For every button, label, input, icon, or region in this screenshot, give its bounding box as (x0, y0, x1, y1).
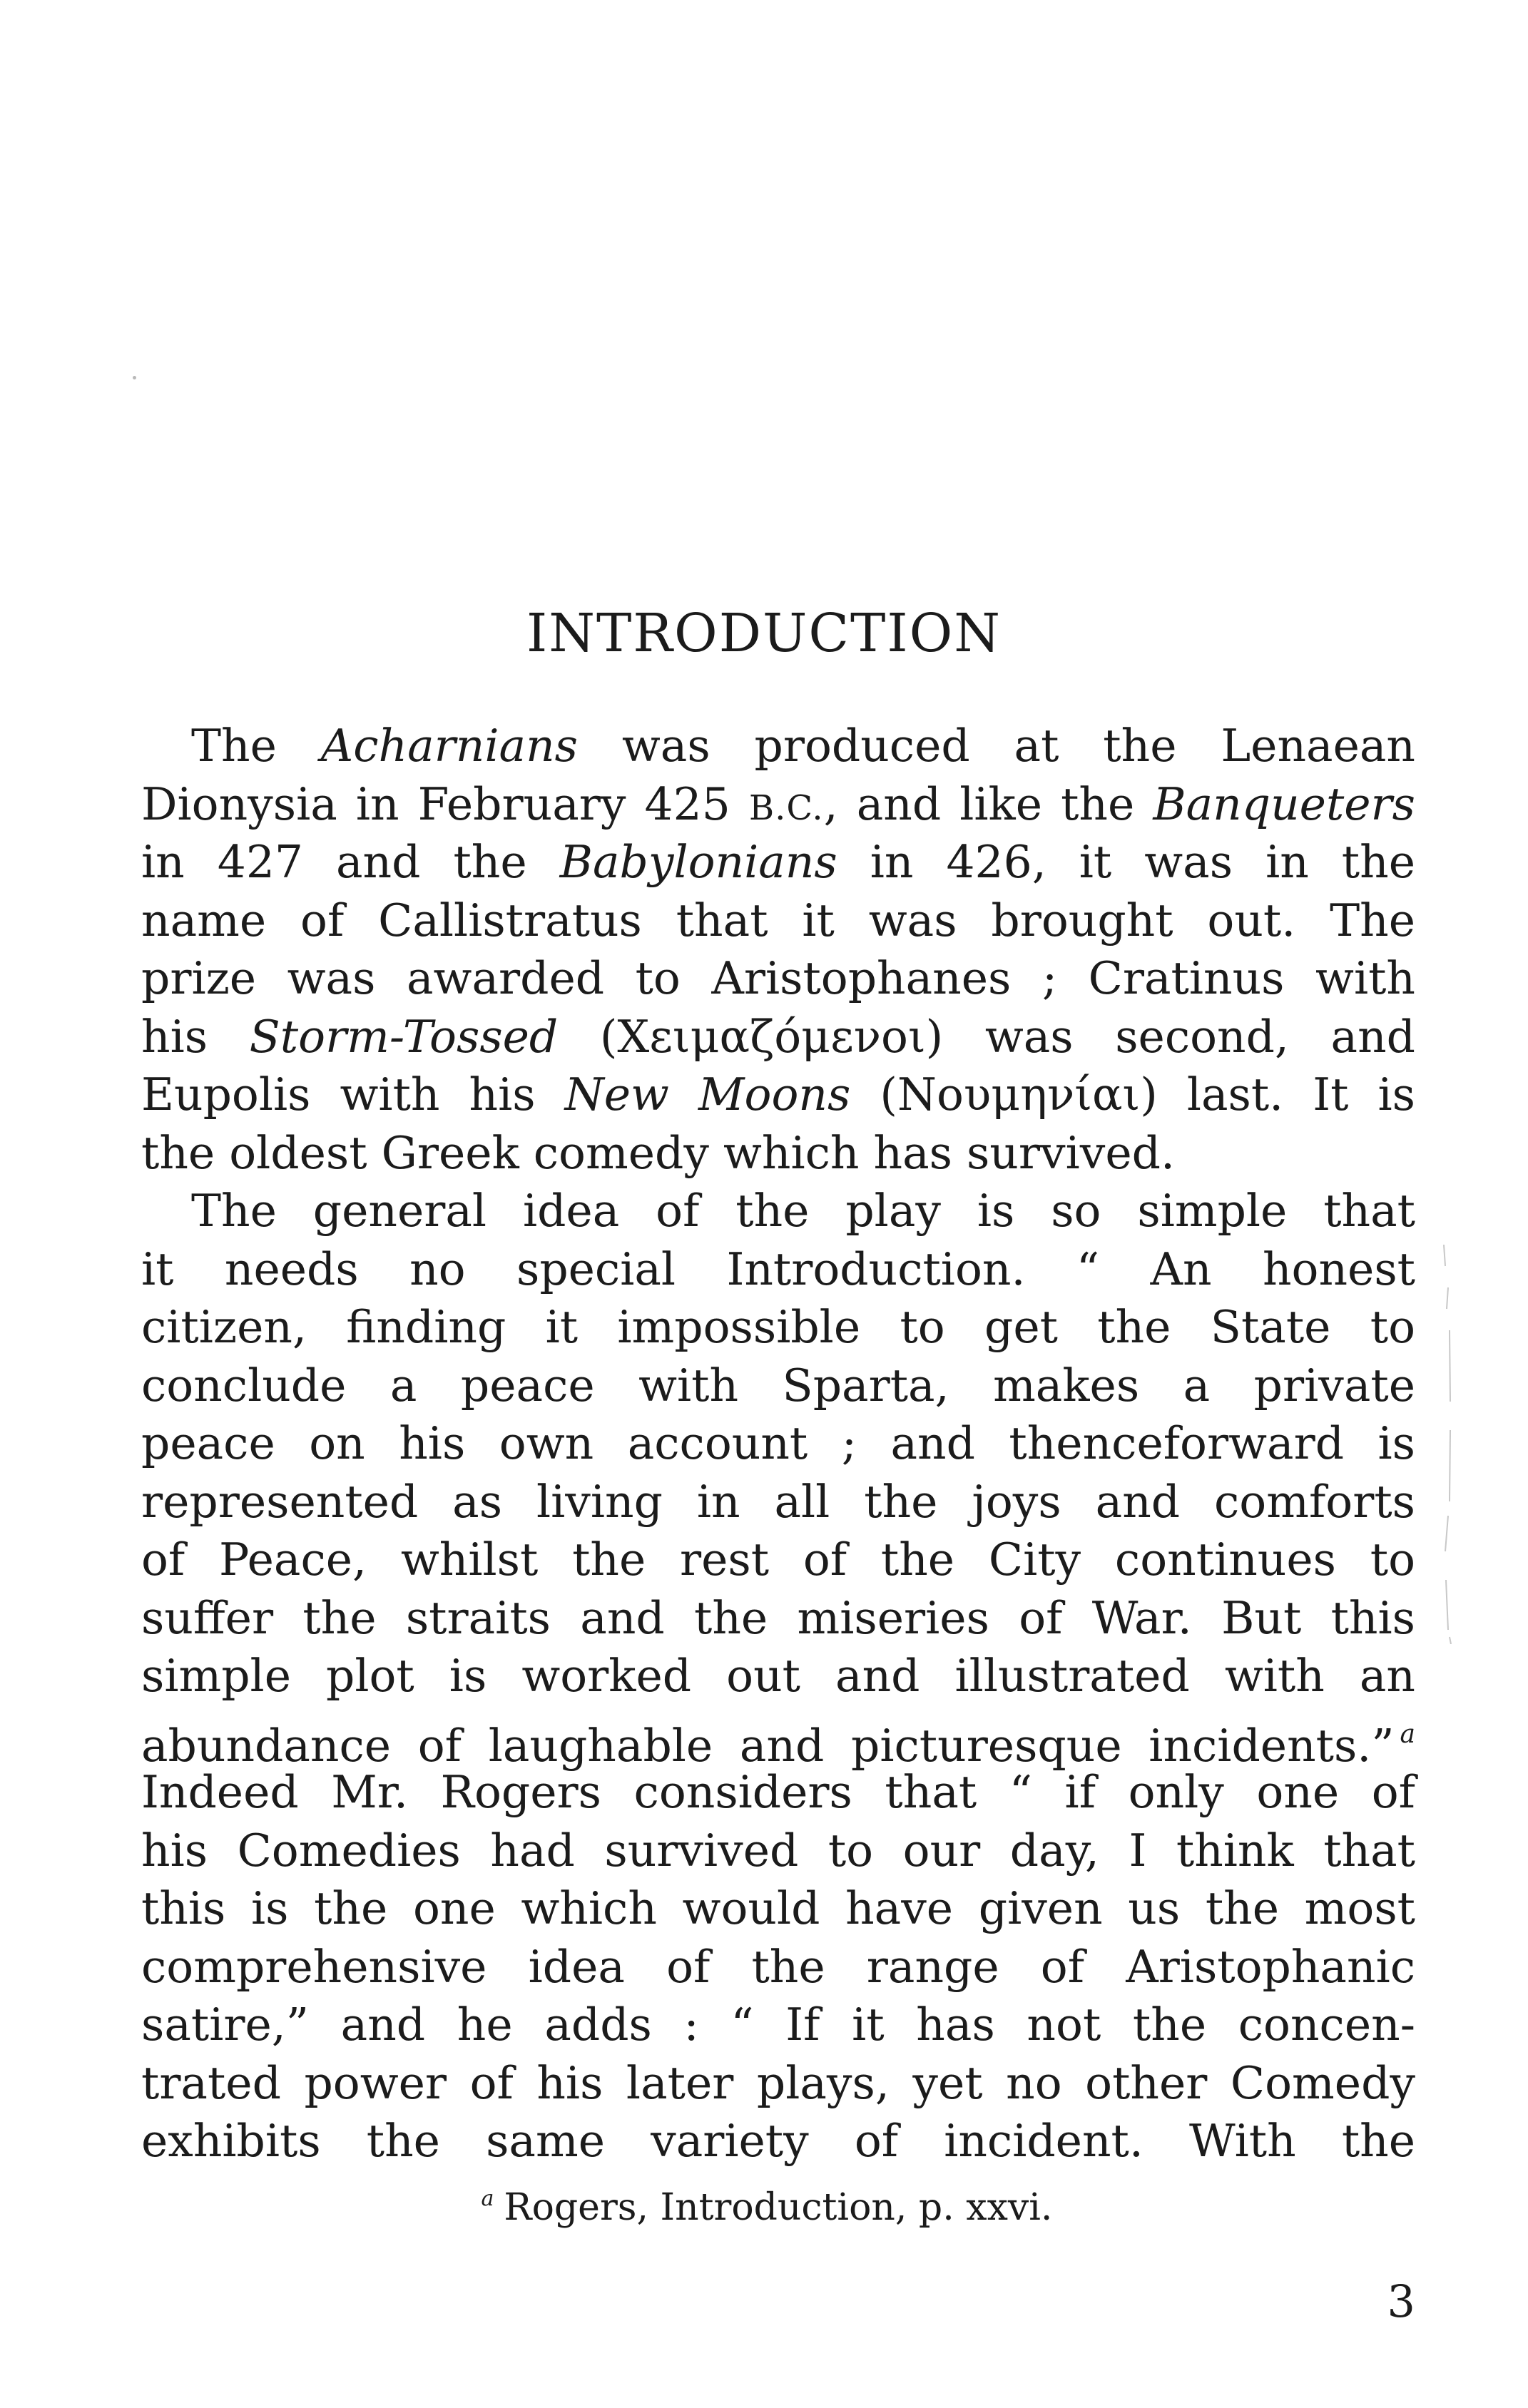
text-line: conclude a peace with Sparta, makes a private (141, 1359, 1415, 1412)
text-line: represented as living in all the joys and comforts (141, 1475, 1415, 1528)
text-line: peace on his own account ; and thenceforward is (141, 1417, 1415, 1469)
text-line: The general idea of the play is so simple that (191, 1185, 1415, 1237)
text-line: comprehensive idea of the range of Aristophanic (141, 1940, 1415, 1993)
text-line: simple plot is worked out and illustrated with an (141, 1650, 1415, 1702)
footnote-marker: a (481, 2186, 494, 2211)
chapter-title: INTRODUCTION (526, 603, 1002, 664)
text-line: of Peace, whilst the rest of the City continues to (141, 1534, 1415, 1586)
text-line: trated power of his later plays, yet no other Comedy (141, 2056, 1415, 2109)
text-line: this is the one which would have given us the most (141, 1882, 1415, 1934)
text-line: citizen, finding it impossible to get the State to (141, 1301, 1415, 1353)
paper-speck (133, 376, 136, 379)
text-line: the oldest Greek comedy which has survived. (141, 1126, 1175, 1179)
text-line: suffer the straits and the miseries of War. But this (141, 1591, 1415, 1644)
text-line: exhibits the same variety of incident. With the (141, 2115, 1415, 2167)
text-line: Dionysia in February 425 B.C., and like the Banqueters (141, 777, 1415, 830)
footnote-text: Rogers, Introduction, p. xxvi. (504, 2186, 1053, 2229)
body-text (141, 717, 1415, 2170)
footnote-reference: a (1400, 1719, 1415, 1749)
text-line: Indeed Mr. Rogers considers that “ if only one of (141, 1766, 1415, 1818)
page-number: 3 (1387, 2275, 1415, 2327)
text-line: his Comedies had survived to our day, I think that (141, 1824, 1415, 1877)
text-line: Eupolis with his New Moons (Νουμηνίαι) last. It is (141, 1068, 1415, 1121)
text-line: prize was awarded to Aristophanes ; Cratinus with (141, 952, 1415, 1004)
footnote (0, 2186, 1528, 2229)
text-line: The Acharnians was produced at the Lenaean (191, 720, 1416, 772)
text-line: in 427 and the Babylonians in 426, it was in the (141, 836, 1415, 888)
text-line: his Storm-Tossed (Χειμαζόμενοι) was second, and (141, 1010, 1415, 1063)
text-line: name of Callistratus that it was brought out. The (141, 894, 1415, 947)
text-line: it needs no special Introduction. “ An honest (141, 1243, 1415, 1295)
margin-pencil-marks (1440, 1245, 1454, 1644)
text-line: satire,” and he adds : “ If it has not the concen- (141, 1999, 1415, 2051)
text-line: abundance of laughable and picturesque incidents.” $^a$ (141, 1719, 1415, 1772)
